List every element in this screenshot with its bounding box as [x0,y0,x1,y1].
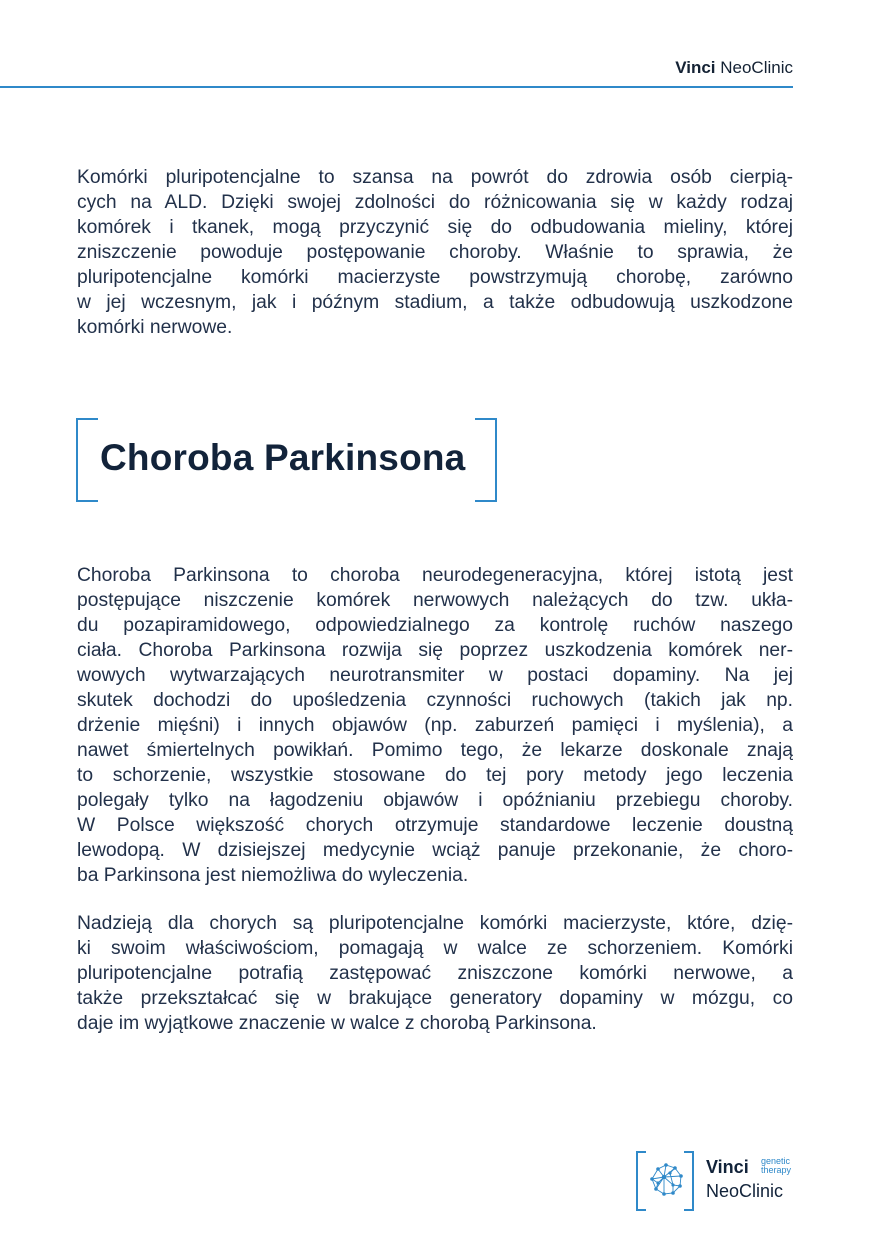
text-line: skutek dochodzi do upośledzenia czynności ruchowych (takich jak np. [77,690,793,711]
text-line: ba Parkinsona jest niemożliwa do wyleczenia. [77,865,469,886]
footer-logo [636,1151,806,1211]
text-line: komórek i tkanek, mogą przyczynić się do odbudowania mieliny, której [77,217,793,238]
text-line: nawet śmiertelnych powikłań. Pomimo tego, że lekarze doskonale znają [77,740,793,761]
text-line: ki swoim właściwościom, pomagają w walce ze schorzeniem. Komórki [77,938,793,959]
paragraph-hope [77,911,793,1036]
text-line: du pozapiramidowego, odpowiedzialnego za kontrolę ruchów naszego [77,615,793,636]
text-line: zniszczenie powoduje postępowanie choroby. Właśnie to sprawia, że [77,242,793,263]
logo-name-bold: Vinci [706,1157,749,1177]
text-line: pluripotencjalne potrafią zastępować zniszczone komórki nerwowe, a [77,963,793,984]
bracket-left-decoration [76,418,98,502]
text-line: postępujące niszczenie komórek nerwowych należących do tzw. ukła- [77,590,793,611]
text-line: wowych wytwarzających neurotransmiter w postaci dopaminy. Na jej [77,665,793,686]
header-brand-light: NeoClinic [720,58,793,77]
paragraph-parkinson [77,563,793,888]
header-brand [675,58,793,78]
text-line: także przekształcać się w brakujące generatory dopaminy w mózgu, co [77,988,793,1009]
brain-network-icon [644,1157,688,1201]
text-line: drżenie mięśni) i innych objawów (np. zaburzeń pamięci i myślenia), a [77,715,793,736]
paragraph-ald [77,165,793,340]
logo-bracket-right [684,1151,694,1211]
text-line: w jej wczesnym, jak i późnym stadium, a także odbudowują uszkodzone [77,292,793,313]
header-brand-bold: Vinci [675,58,716,77]
text-line: Nadzieją dla chorych są pluripotencjalne komórki macierzyste, które, dzię- [77,913,793,934]
text-line: polegały tylko na łagodzeniu objawów i opóźnianiu przebiegu choroby. [77,790,793,811]
text-line: cych na ALD. Dzięki swojej zdolności do różnicowania się w każdy rodzaj [77,192,793,213]
text-line: Komórki pluripotencjalne to szansa na powrót do zdrowia osób cierpią- [77,167,793,188]
text-line: komórki nerwowe. [77,317,233,338]
text-line: Choroba Parkinsona to choroba neurodegeneracyjna, której istotą jest [77,565,793,586]
logo-name-light: NeoClinic [706,1181,784,1201]
section-heading-box [76,418,497,502]
header-divider [0,86,793,88]
text-line: ciała. Choroba Parkinsona rozwija się poprzez uszkodzenia komórek ner- [77,640,793,661]
text-line: lewodopą. W dzisiejszej medycynie wciąż panuje przekonanie, że choro- [77,840,793,861]
text-line: W Polsce większość chorych otrzymuje standardowe leczenie doustną [77,815,793,836]
section-heading: Choroba Parkinsona [100,437,466,478]
bracket-right-decoration [475,418,497,502]
logo-tagline-line: genetic [761,1156,791,1166]
text-line: pluripotencjalne komórki macierzyste powstrzymują chorobę, zarówno [77,267,793,288]
logo-tagline [761,1157,791,1175]
text-line: daje im wyjątkowe znaczenie w walce z chorobą Parkinsona. [77,1013,597,1034]
text-line: to schorzenie, wszystkie stosowane do tej pory metody jego leczenia [77,765,793,786]
logo-tagline-line: therapy [761,1165,792,1175]
